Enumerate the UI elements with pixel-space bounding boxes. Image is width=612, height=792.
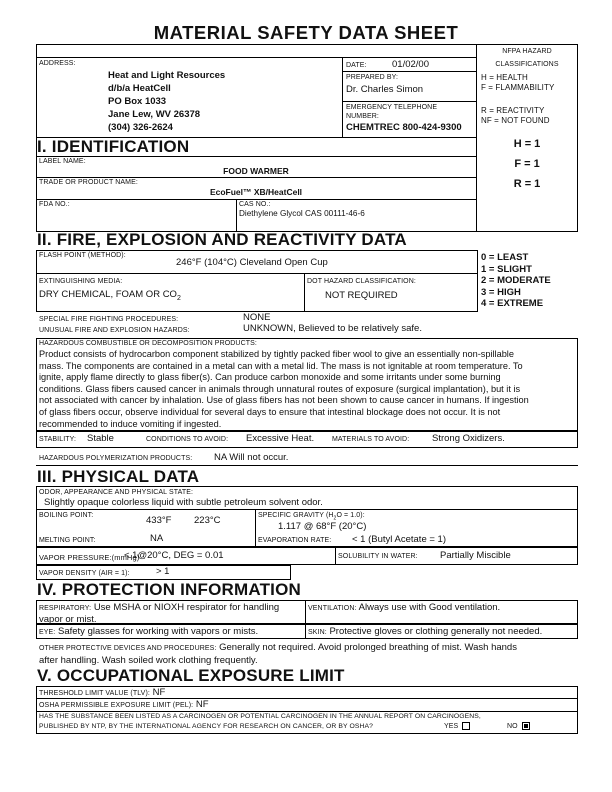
ventilation-text (308, 602, 500, 613)
stability-value: Stable (87, 433, 114, 444)
vapor-density-value: > 1 (156, 566, 170, 577)
emergency-value: CHEMTREC 800-424-9300 (346, 122, 462, 133)
boiling-point-f: 433°F (146, 515, 172, 526)
skin-text (308, 626, 542, 637)
section-heading-fire: II. FIRE, EXPLOSION AND REACTIVITY DATA (37, 230, 407, 249)
flash-label: FLASH POINT (METHOD): (39, 252, 126, 259)
fda-label: FDA NO.: (39, 201, 70, 208)
section-heading-exposure: V. OCCUPATIONAL EXPOSURE LIMIT (37, 666, 345, 685)
flash-value: 246°F (104°C) Cleveland Open Cup (176, 257, 328, 268)
polymerization-label: HAZARDOUS POLYMERIZATION PRODUCTS: (39, 455, 193, 462)
other-protective-label: OTHER PROTECTIVE DEVICES AND PROCEDURES: (39, 645, 217, 652)
yes-label: YES (444, 722, 459, 730)
trade-name-value: EcoFuel™ XB/HeatCell (209, 187, 303, 197)
nfpa-header: CLASSIFICATIONS (495, 61, 559, 68)
ventilation-label: VENTILATION: (308, 605, 357, 612)
respiratory-value-cont: vapor or mist. (39, 614, 97, 625)
nfpa-rating-health: H = 1 (513, 138, 541, 150)
conditions-label: CONDITIONS TO AVOID: (146, 436, 229, 443)
no-option[interactable] (507, 722, 530, 730)
section-heading-protection: IV. PROTECTION INFORMATION (37, 580, 301, 599)
special-procedures-label: SPECIAL FIRE FIGHTING PROCEDURES: (39, 316, 179, 323)
other-protective-text (39, 642, 517, 666)
section-heading-identification: I. IDENTIFICATION (37, 137, 190, 156)
label-name-label: LABEL NAME: (39, 158, 86, 165)
eye-label: EYE: (39, 629, 56, 636)
vapor-pressure-value: < 1@20°C, DEG = 0.01 (124, 550, 224, 561)
respiratory-label: RESPIRATORY: (39, 605, 92, 612)
specific-gravity-value: 1.117 @ 68°F (20°C) (278, 521, 367, 532)
cas-value: Diethylene Glycol CAS 00111-46-6 (239, 209, 365, 218)
date-label: DATE: (346, 62, 367, 69)
boiling-point-label: BOILING POINT: (39, 512, 94, 519)
odor-value: Slightly opaque colorless liquid with subtle petroleum solvent odor. (44, 497, 323, 508)
solubility-value: Partially Miscible (440, 550, 511, 561)
address-block (108, 69, 225, 134)
melting-point-label: MELTING POINT: (39, 537, 96, 544)
cas-label: CAS NO.: (239, 201, 271, 208)
respiratory-value: Use MSHA or NIOXH respirator for handling (93, 602, 280, 613)
carcinogen-question: HAS THE SUBSTANCE BEEN LISTED AS A CARCINOGEN OR POTENTIAL CARCINOGEN IN THE ANNUAL REPORT ON CARCINOGENS, (39, 713, 481, 720)
section-heading-physical: III. PHYSICAL DATA (37, 467, 200, 486)
pel-value: NF (195, 699, 209, 710)
nfpa-legend: R = REACTIVITY (481, 106, 545, 115)
boiling-point-c: 223°C (194, 515, 221, 526)
nfpa-scale-item: 1 = SLIGHT (481, 263, 532, 275)
extinguishing-label: EXTINGUISHING MEDIA: (39, 278, 123, 285)
special-procedures-value: NONE (243, 312, 271, 323)
nfpa-legend: NF = NOT FOUND (481, 116, 550, 125)
dot-label: DOT HAZARD CLASSIFICATION: (307, 278, 416, 285)
address-line: (304) 326-2624 (108, 122, 173, 133)
hazardous-products-label: HAZARDOUS COMBUSTIBLE OR DECOMPOSITION PRODUCTS: (39, 340, 257, 347)
eye-value: Safety glasses for working with vapors or mists. (58, 626, 259, 637)
extinguishing-value: DRY CHEMICAL, FOAM OR $CO_2$ (39, 289, 181, 302)
dot-value: NOT REQUIRED (325, 290, 398, 301)
materials-label: MATERIALS TO AVOID: (332, 436, 410, 443)
prepared-value: Dr. Charles Simon (346, 84, 424, 95)
pel-text (39, 699, 209, 710)
skin-value: Protective gloves or clothing generally not needed. (329, 626, 543, 637)
other-protective-value-cont: after handling. Wash soiled work clothing frequently. (39, 654, 258, 666)
nfpa-rating-reactivity: R = 1 (513, 178, 541, 190)
nfpa-legend: H = HEALTH (481, 73, 528, 82)
tlv-text (39, 687, 165, 698)
address-line: d/b/a HeatCell (108, 83, 171, 94)
date-value: 01/02/00 (392, 59, 429, 70)
pel-label: OSHA PERMISSIBLE EXPOSURE LIMIT (PEL): (39, 702, 194, 709)
label-name-value: FOOD WARMER (223, 166, 289, 176)
polymerization-value: NA Will not occur. (214, 452, 289, 463)
address-line: Heat and Light Resources (108, 70, 226, 81)
nfpa-header: NFPA HAZARD (502, 48, 552, 55)
unusual-hazards-label: UNUSUAL FIRE AND EXPLOSION HAZARDS: (39, 327, 190, 334)
specific-gravity-label: SPECIFIC GRAVITY $(H_2O = 1.0)$: (258, 512, 365, 522)
unusual-hazards-value: UNKNOWN, Believed to be relatively safe. (243, 323, 422, 334)
page-title: MATERIAL SAFETY DATA SHEET (153, 22, 459, 43)
hazardous-products-text: Product consists of hydrocarbon component stabilized by tightly packed fiber wool to give an essentially non-spillable mass. The components are contained in a metal can with a metal lid. The mass is not ignitable at room temperature. To ignite, apply flame directly to glass fiber(s). Can produce carbon monoxide and some irritants under some burning conditions. Glass fibers caused cancer in animals through unnatural routes of exposure (surgical implantation), but it is not associated with cancer by inhalation. Use of glass fibers has not been shown to cause cancer in humans. If ingestion of glass fibers occur, observe individual for several days to ensure that intestinal blockage does not occur. It is not recommended to induce vomiting if ingested. (39, 349, 529, 429)
ventilation-value: Always use with Good ventilation. (358, 602, 501, 613)
respiratory-text (39, 602, 279, 625)
prepared-label: PREPARED BY: (346, 74, 399, 81)
nfpa-scale-item: 3 = HIGH (481, 286, 521, 298)
odor-label: ODOR, APPEARANCE AND PHYSICAL STATE: (39, 489, 194, 496)
nfpa-legend: F = FLAMMABILITY (481, 83, 555, 92)
skin-label: SKIN: (308, 629, 327, 636)
emergency-label: NUMBER: (346, 113, 379, 120)
nfpa-scale-item: 2 = MODERATE (481, 275, 551, 287)
melting-point-value: NA (150, 533, 164, 544)
materials-value: Strong Oxidizers. (432, 433, 505, 444)
address-line: Jane Lew, WV 26378 (108, 109, 201, 120)
solubility-label: SOLUBILITY IN WATER: (338, 553, 418, 560)
emergency-label: EMERGENCY TELEPHONE (346, 104, 438, 111)
vapor-density-label: VAPOR DENSITY (AIR = 1): (39, 570, 130, 577)
nfpa-rating-flammability: F = 1 (514, 158, 540, 170)
other-protective-value: Generally not required. Avoid prolonged breathing of mist. Wash hands (219, 642, 517, 653)
nfpa-scale-item: 0 = LEAST (481, 252, 529, 263)
tlv-value: NF (152, 687, 166, 698)
address-line: PO Box 1033 (108, 96, 167, 107)
eye-text (39, 626, 258, 637)
vapor-pressure-label: VAPOR PRESSURE:(mmHg) (39, 553, 140, 562)
carcinogen-question-cont: PUBLISHED BY NTP, BY THE INTERNATIONAL AGENCY FOR RESEARCH ON CANCER, OR BY OSHA? (39, 723, 374, 730)
tlv-label: THRESHOLD LIMIT VALUE (TLV): (39, 690, 150, 697)
yes-checkbox[interactable] (462, 722, 470, 730)
evaporation-value: < 1 (Butyl Acetate = 1) (352, 534, 446, 545)
nfpa-scale-item: 4 = EXTREME (481, 298, 544, 310)
trade-name-label: TRADE OR PRODUCT NAME: (39, 179, 138, 186)
evaporation-label: EVAPORATION RATE: (258, 537, 332, 544)
no-checkbox-checked[interactable] (522, 722, 530, 730)
no-label: NO (507, 722, 518, 730)
nfpa-scale (481, 252, 551, 310)
address-label: ADDRESS: (39, 60, 76, 67)
yes-option[interactable] (444, 722, 470, 730)
conditions-value: Excessive Heat. (246, 433, 315, 444)
stability-label: STABILITY: (39, 436, 77, 443)
